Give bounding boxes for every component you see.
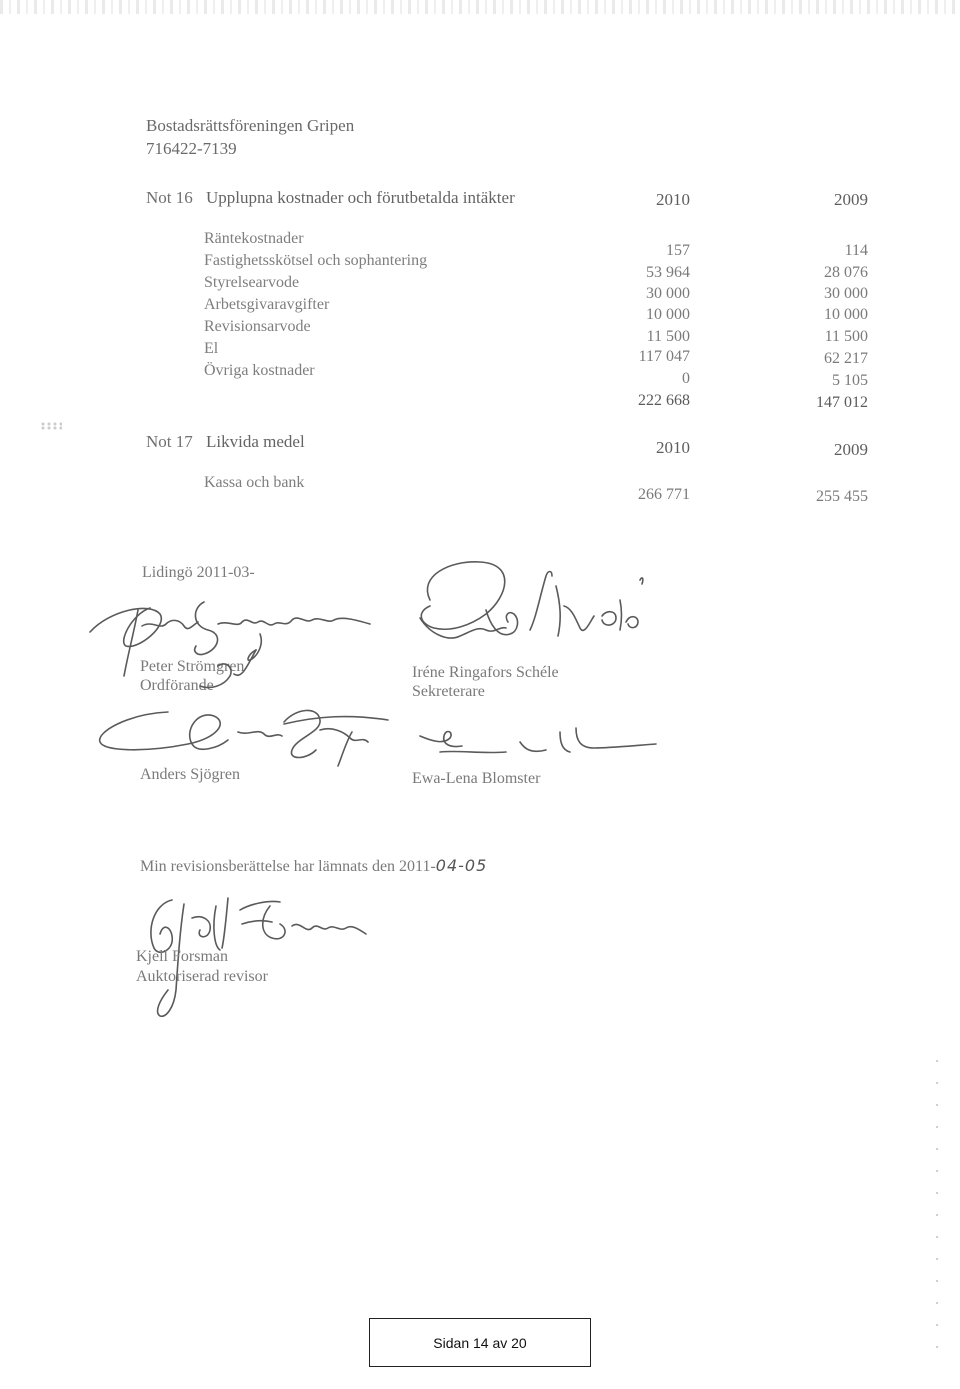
note17-number: Not 17	[146, 432, 193, 451]
note16-year-current: 2010	[656, 190, 690, 209]
note16-row-value-2010: 0	[682, 370, 690, 387]
note16-row-value-2010: 157	[666, 242, 690, 259]
note16-row-label: El	[204, 340, 219, 357]
association-name: Bostadsrättsföreningen Gripen	[146, 116, 355, 135]
page-number-box	[369, 1318, 591, 1367]
note16-row-value-2009: 5 105	[832, 372, 868, 389]
note16-row-value-2009: 28 076	[824, 264, 868, 281]
scan-edge-dots	[936, 1060, 938, 1360]
note17-year-previous: 2009	[834, 440, 868, 459]
note16-row-value-2010: 117 047	[638, 348, 690, 365]
note16-row-label: Räntekostnader	[204, 230, 304, 247]
scan-speck	[40, 422, 62, 430]
audit-statement	[140, 856, 487, 876]
note16-row-value-2010: 11 500	[646, 328, 690, 345]
note16-row-value-2010: 30 000	[646, 285, 690, 302]
scan-artifact-top	[0, 0, 960, 14]
note16-row-label: Övriga kostnader	[204, 362, 315, 379]
signer1-role: Ordförande	[140, 677, 214, 694]
note16-row-label: Revisionsarvode	[204, 318, 311, 335]
note16-row-value-2009: 62 217	[824, 350, 868, 367]
note16-title: Upplupna kostnader och förutbetalda intäkter	[206, 188, 515, 207]
signature-checkmark	[190, 646, 270, 696]
audit-handwritten-date: 04-05	[435, 856, 488, 875]
auditor-title: Auktoriserad revisor	[136, 968, 268, 985]
note17-value-2010: 266 771	[638, 486, 690, 503]
note16-total-2009: 147 012	[816, 394, 868, 411]
signer4-name: Ewa-Lena Blomster	[412, 770, 541, 787]
signature-anders-sjogren	[88, 698, 398, 778]
note16-number: Not 16	[146, 188, 193, 207]
note16-row-label: Styrelsearvode	[204, 274, 300, 291]
signer1-name: Peter Strömgren	[140, 658, 245, 675]
auditor-name: Kjell Forsman	[136, 948, 228, 965]
note16-row-label: Fastighetsskötsel och sophantering	[204, 252, 428, 269]
note16-row-value-2009: 10 000	[824, 306, 868, 323]
note16-year-previous: 2009	[834, 190, 868, 209]
note16-row-label: Arbetsgivaravgifter	[204, 296, 330, 313]
note16-row-value-2009: 30 000	[824, 285, 868, 302]
note16-row-value-2010: 10 000	[646, 306, 690, 323]
organisation-number: 716422-7139	[146, 139, 237, 158]
note17-row-label: Kassa och bank	[204, 474, 305, 491]
note17-year-current: 2010	[656, 438, 690, 457]
note16-total-2010: 222 668	[638, 392, 690, 409]
page-number: Sidan 14 av 20	[433, 1334, 527, 1351]
signing-place-date: Lidingö 2011-03-	[142, 564, 255, 581]
note16-row-value-2009: 11 500	[824, 328, 868, 345]
signer2-role: Sekreterare	[412, 683, 485, 700]
signature-irene-ringafors-schele	[390, 556, 670, 666]
signer3-name: Anders Sjögren	[140, 766, 240, 783]
note17-title: Likvida medel	[206, 432, 305, 451]
signature-ewa-lena-blomster	[410, 718, 670, 768]
signer2-name: Iréne Ringafors Schéle	[412, 664, 559, 681]
note16-row-value-2009: 114	[844, 242, 868, 259]
audit-statement-text: Min revisionsberättelse har lämnats den 2011-	[140, 858, 436, 875]
note16-row-value-2010: 53 964	[646, 264, 690, 281]
note17-value-2009: 255 455	[816, 488, 868, 505]
